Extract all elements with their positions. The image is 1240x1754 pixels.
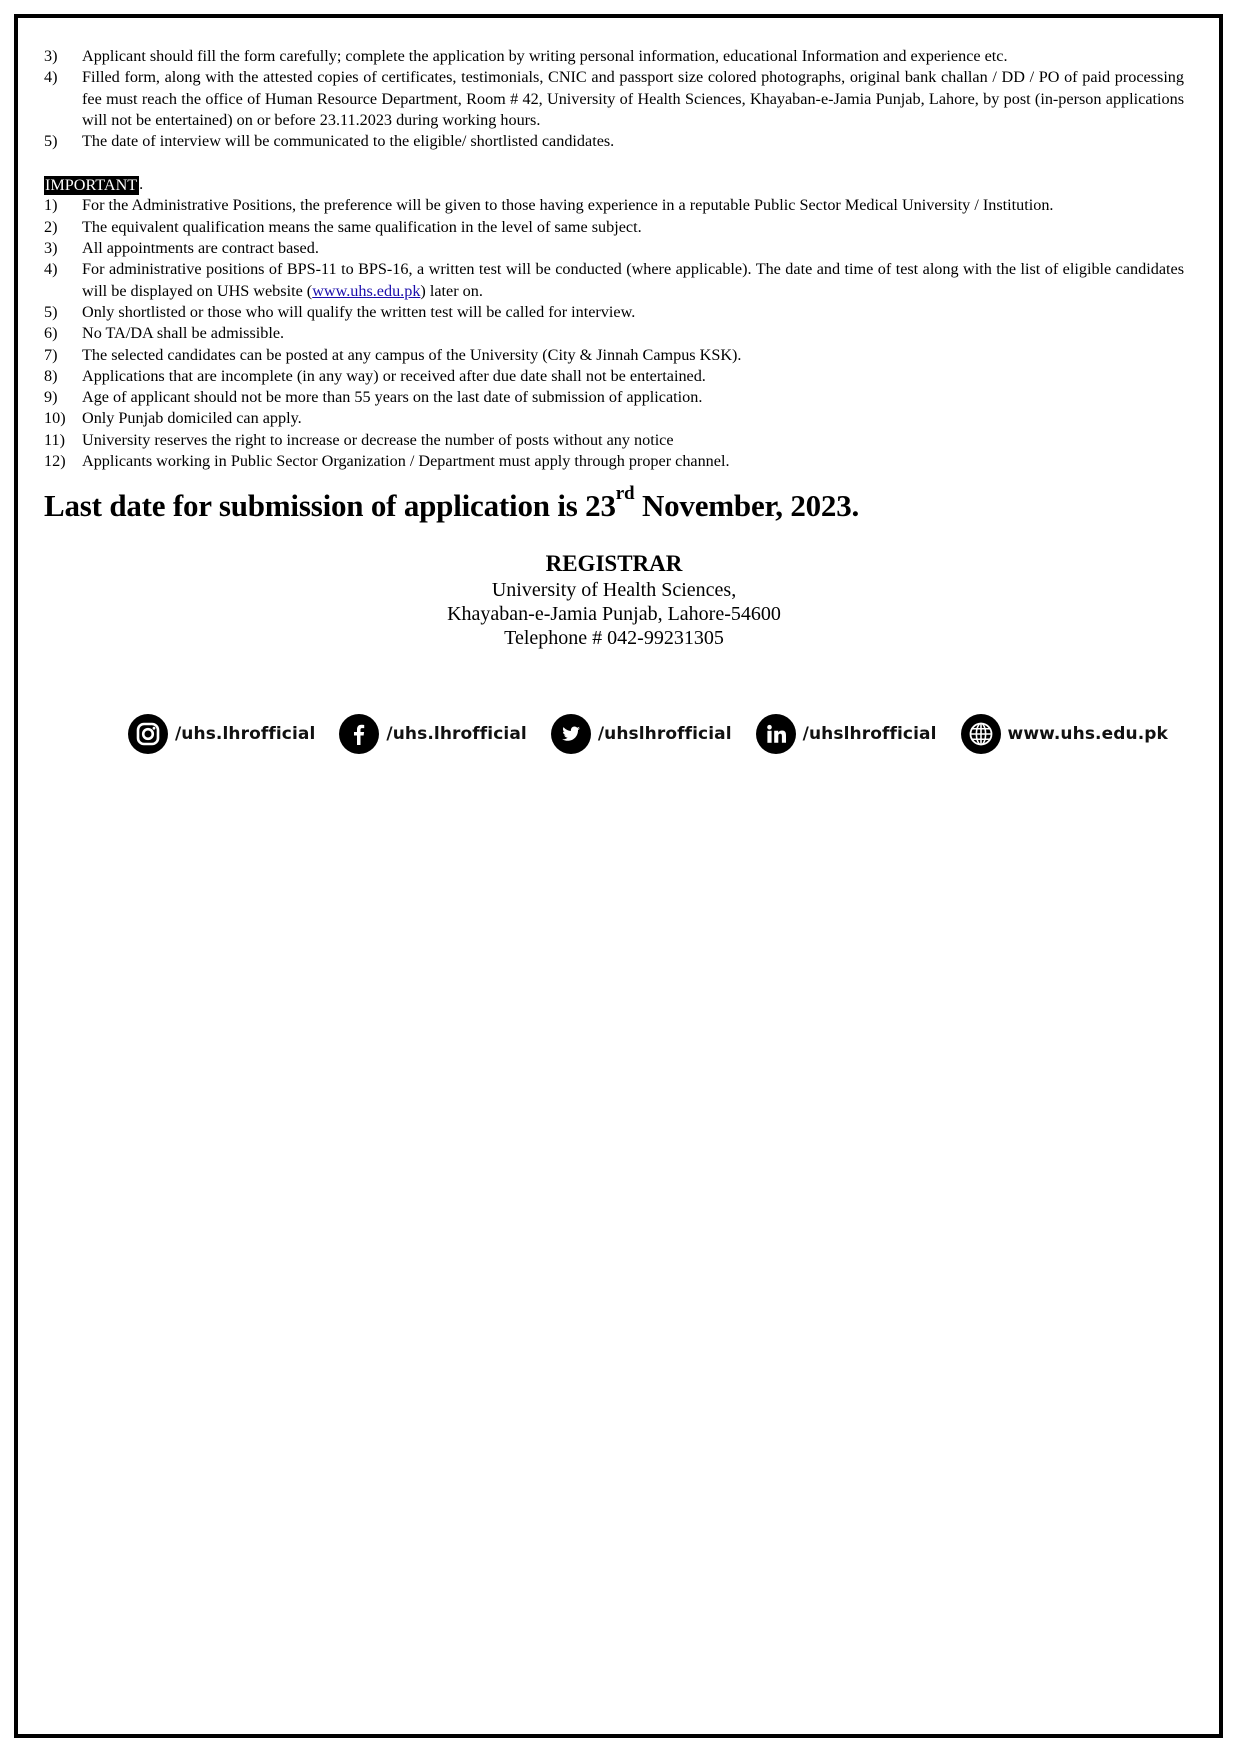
item-text: For the Administrative Positions, the preference will be given to those having experience in a reputable Public Sector Medical University / Institution.	[82, 196, 1054, 215]
item-text: Applicant should fill the form carefully; complete the application by writing personal information, educational Information and experience etc.	[82, 47, 1008, 65]
item-number: 6)	[44, 324, 58, 343]
item-text: The selected candidates can be posted at any campus of the University (City & Jinnah Campus KSK).	[82, 345, 742, 364]
item-number: 11)	[44, 430, 65, 449]
list-item	[44, 217, 1184, 238]
item-text: The equivalent qualification means the same qualification in the level of same subject.	[82, 217, 642, 236]
item-number: 2)	[44, 217, 58, 236]
item-number: 1)	[44, 196, 58, 215]
document-body	[44, 46, 1184, 650]
list-item	[44, 259, 1184, 302]
signature-title: REGISTRAR	[545, 551, 683, 577]
social-website[interactable]	[961, 714, 1168, 754]
social-twitter[interactable]	[551, 714, 732, 754]
signature-line: Khayaban-e-Jamia Punjab, Lahore-54600	[447, 603, 781, 626]
linkedin-icon	[756, 714, 796, 754]
item-number: 10)	[44, 409, 66, 428]
deadline-prefix: Last date for submission of application is 23	[44, 488, 616, 524]
item-text: University reserves the right to increase or decrease the number of posts without any notice	[82, 430, 674, 449]
signature-block	[44, 550, 1184, 650]
list-item	[44, 323, 1184, 344]
item-number: 4)	[44, 260, 58, 279]
important-heading	[44, 173, 1184, 195]
item-text: Applications that are incomplete (in any way) or received after due date shall not be entertained.	[82, 366, 706, 385]
item-number: 12)	[44, 452, 66, 471]
social-label: /uhslhrofficial	[597, 724, 732, 744]
deadline-statement	[44, 483, 1184, 526]
social-instagram[interactable]	[128, 714, 315, 754]
list-item	[44, 302, 1184, 323]
item-number: 7)	[44, 345, 58, 364]
item-text: Filled form, along with the attested copies of certificates, testimonials, CNIC and passport size colored photographs, original bank challan / DD / PO of paid processing fee must reach the office of Human Resource Department, Room # 42, University of Health Sciences, Khayaban-e-Jamia Punjab, Lahore, by post (in-person applications will not be entertained) on or before 23.11.2023 during working hours.	[82, 68, 1184, 129]
social-facebook[interactable]	[339, 714, 526, 754]
instagram-icon	[128, 714, 168, 754]
list-item	[44, 238, 1184, 259]
social-label: /uhslhrofficial	[802, 724, 937, 744]
item-text: Age of applicant should not be more than 55 years on the last date of submission of application.	[82, 388, 703, 407]
item-number: 5)	[44, 302, 58, 321]
list-item	[44, 46, 1184, 67]
list-item	[44, 345, 1184, 366]
item-number: 3)	[44, 47, 58, 65]
list-item	[44, 387, 1184, 408]
deadline-suffix: November, 2023.	[634, 488, 860, 524]
item-text: Applicants working in Public Sector Organization / Department must apply through proper channel.	[82, 452, 730, 471]
signature-line: University of Health Sciences,	[491, 579, 737, 602]
item-number: 3)	[44, 239, 58, 258]
list-item	[44, 408, 1184, 429]
list-item	[44, 430, 1184, 451]
item-text-after: ) later on.	[420, 281, 483, 300]
social-label: /uhs.lhrofficial	[175, 724, 316, 744]
important-list	[44, 195, 1184, 472]
list-item	[44, 195, 1184, 216]
important-suffix: .	[139, 175, 144, 194]
item-text: All appointments are contract based.	[82, 239, 319, 258]
important-label: IMPORTANT	[45, 176, 138, 195]
social-links	[128, 714, 1192, 754]
item-text-before: For administrative positions of BPS-11 to BPS-16, a written test will be conducted (where applicable). The date and time of test along with the list of eligible candidates will be displayed on UHS website (	[82, 260, 1184, 300]
website-link[interactable]: www.uhs.edu.pk	[312, 281, 421, 300]
item-number: 9)	[44, 388, 58, 407]
signature-line: Telephone # 042-99231305	[504, 627, 724, 650]
item-number: 5)	[44, 132, 58, 151]
item-text	[82, 259, 1184, 302]
list-item	[44, 451, 1184, 472]
deadline-superscript: rd	[615, 483, 635, 505]
facebook-icon	[339, 714, 379, 754]
item-text: Only Punjab domiciled can apply.	[82, 409, 302, 428]
social-linkedin[interactable]	[756, 714, 937, 754]
globe-icon	[961, 714, 1001, 754]
twitter-icon	[551, 714, 591, 754]
list-item	[44, 366, 1184, 387]
social-label: www.uhs.edu.pk	[1007, 724, 1168, 744]
list-item	[44, 67, 1184, 131]
instructions-list	[44, 46, 1184, 152]
item-number: 4)	[44, 68, 58, 87]
item-text: No TA/DA shall be admissible.	[82, 324, 285, 343]
item-number: 8)	[44, 366, 58, 385]
item-text: Only shortlisted or those who will qualify the written test will be called for interview.	[82, 302, 636, 321]
list-item	[44, 131, 1184, 152]
social-label: /uhs.lhrofficial	[386, 724, 527, 744]
item-text: The date of interview will be communicated to the eligible/ shortlisted candidates.	[82, 132, 615, 151]
